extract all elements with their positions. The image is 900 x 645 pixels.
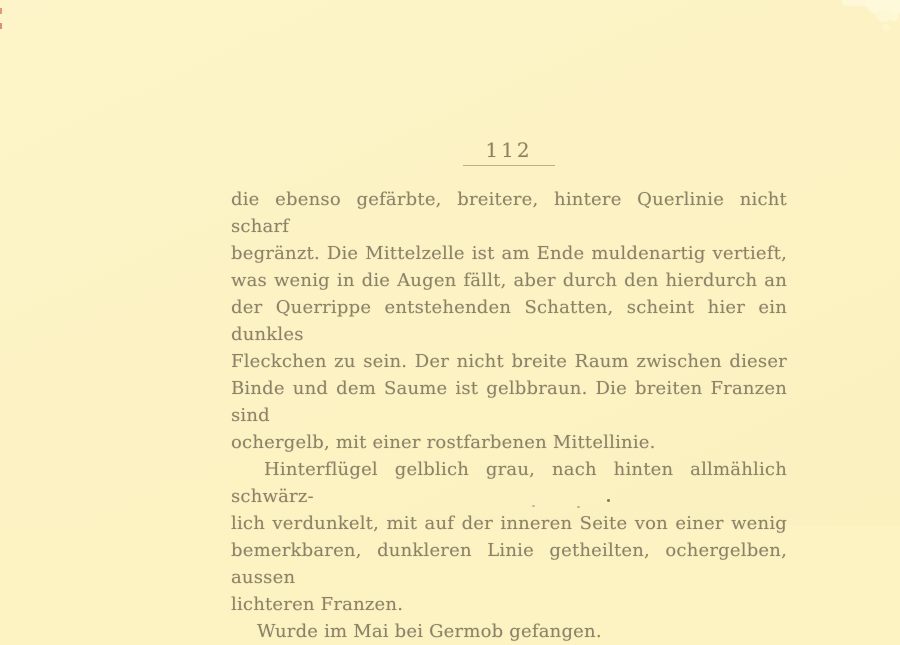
text-line: lich verdunkelt, mit auf der inneren Seite von einer wenig: [231, 513, 787, 534]
page-number: 112: [485, 138, 533, 162]
text-line: was wenig in die Augen fällt, aber durch den hierdurch an: [231, 270, 787, 291]
text-line: ochergelb, mit einer rostfarbenen Mittellinie.: [231, 432, 656, 453]
page-header: [231, 139, 787, 166]
text-line: Wurde im Mai bei Germob gefangen.: [257, 621, 602, 642]
paper-edge-highlight: [890, 12, 899, 21]
text-line: lichteren Franzen.: [231, 594, 404, 615]
ink-speck: [607, 499, 610, 502]
page-number-rule: [463, 165, 555, 166]
text-line: der Querrippe entstehenden Schatten, scheint hier ein dunkles: [231, 297, 787, 345]
text-line: Fleckchen zu sein. Der nicht breite Raum zwischen dieser: [231, 351, 787, 372]
text-line: Binde und dem Saume ist gelbbraun. Die breiten Franzen sind: [231, 378, 787, 426]
text-line: bemerkbaren, dunkleren Linie getheilten, ochergelben, aussen: [231, 540, 787, 588]
text-line: begränzt. Die Mittelzelle ist am Ende muldenartig vertieft,: [231, 243, 787, 264]
paper-speck: [0, 23, 2, 29]
text-line: die ebenso gefärbte, breitere, hintere Querlinie nicht scharf: [231, 189, 787, 237]
paper-edge-highlight: [882, 24, 890, 31]
paper-speck: [0, 8, 2, 14]
text-line: Hinterflügel gelblich grau, nach hinten allmählich schwärz-: [231, 459, 787, 507]
ink-speck: [577, 506, 580, 508]
text-block: [231, 186, 787, 645]
ink-speck: [532, 505, 535, 507]
